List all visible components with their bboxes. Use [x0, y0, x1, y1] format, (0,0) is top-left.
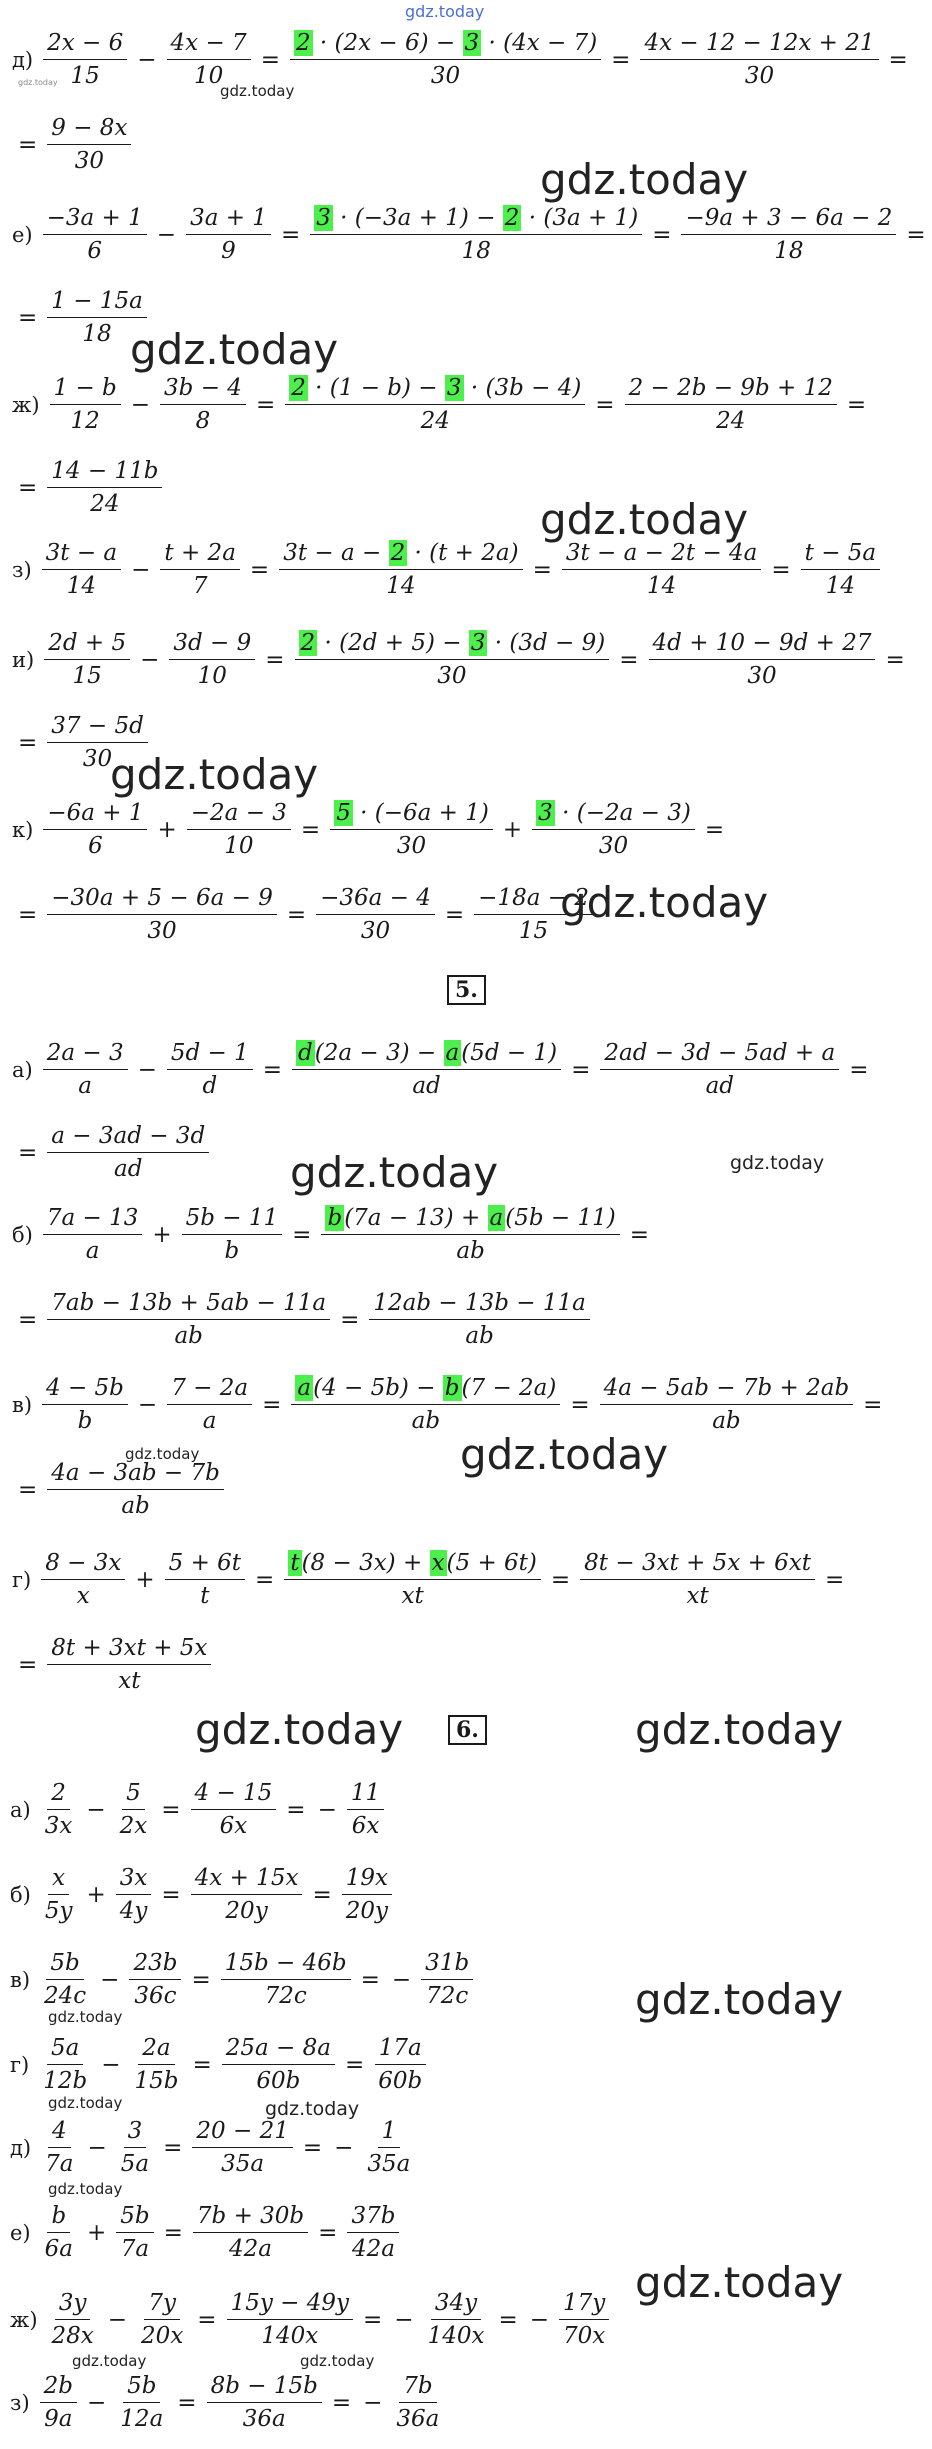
- fraction: $\frac{3b - 4}{8}$: [160, 375, 246, 434]
- highlight-multiplier: 5: [336, 800, 351, 826]
- highlight-multiplier: 2: [504, 205, 520, 231]
- label: д): [12, 47, 34, 72]
- label: в): [10, 1967, 31, 1992]
- problem-i-line2: = $\frac{37 - 5d}{30}$: [12, 713, 152, 772]
- watermark: gdz.today: [125, 1445, 200, 1463]
- label: в): [12, 1392, 33, 1417]
- fraction: $\frac{20 - 21}{35a}$: [192, 2118, 292, 2177]
- watermark: gdz.today: [130, 325, 339, 374]
- fraction: $\frac{4 - 5b}{b}$: [42, 1375, 128, 1434]
- fraction: $\frac{2x - 6}{15}$: [43, 30, 127, 89]
- fraction: $\frac{1}{35a}$: [367, 2118, 411, 2177]
- label: б): [12, 1222, 33, 1247]
- fraction: $\frac{5b}{24c}$: [44, 1950, 87, 2009]
- watermark: gdz.today: [635, 1705, 844, 1754]
- label: е): [10, 2220, 31, 2245]
- highlight-multiplier: 2: [295, 30, 311, 56]
- problem-zh-line2: = $\frac{14 - 11b}{24}$: [12, 458, 166, 517]
- fraction: $\frac{2 \cdot (1 - b) - 3 \cdot (3b - 4)}{24}$: [285, 375, 585, 434]
- fraction: $\frac{14 - 11b}{24}$: [47, 458, 162, 517]
- problem-5b-line2: = $\frac{7ab - 13b + 5ab - 11a}{ab}$ = $\frac{12ab - 13b - 11a}{ab}$: [12, 1290, 594, 1349]
- problem-e-line1: е) $\frac{-3a + 1}{6}$ − $\frac{3a + 1}{9}$ = $\frac{3 \cdot (-3a + 1) - 2 \cdot (3a + 1)}{18}$ = $\frac{-9a + 3 - 6a - 2}{18}$ =: [12, 205, 926, 264]
- fraction: $\frac{3t - a - 2 \cdot (t + 2a)}{14}$: [279, 540, 522, 599]
- highlight-multiplier: a: [489, 1205, 504, 1231]
- highlight-multiplier: 3: [464, 30, 480, 56]
- fraction: $\frac{4x + 15x}{20y}$: [191, 1865, 303, 1924]
- fraction: $\frac{15y - 49y}{140x}$: [227, 2290, 353, 2349]
- fraction: $\frac{-36a - 4}{30}$: [316, 885, 435, 944]
- fraction: $\frac{2a - 3}{a}$: [43, 1040, 128, 1099]
- fraction: $\frac{-30a + 5 - 6a - 9}{30}$: [47, 885, 277, 944]
- highlight-multiplier: 3: [316, 205, 331, 231]
- fraction: $\frac{a - 3ad - 3d}{ad}$: [47, 1123, 209, 1182]
- watermark: gdz.today: [18, 78, 58, 87]
- fraction: $\frac{7b + 30b}{42a}$: [193, 2203, 308, 2262]
- fraction: $\frac{4x - 12 - 12x + 21}{30}$: [640, 30, 878, 89]
- fraction: $\frac{3 \cdot (-3a + 1) - 2 \cdot (3a + 1)}{18}$: [310, 205, 642, 264]
- highlight-multiplier: a: [297, 1375, 312, 1401]
- fraction: $\frac{2 - 2b - 9b + 12}{24}$: [625, 375, 837, 434]
- fraction: $\frac{b(7a - 13) + a(5b - 11)}{ab}$: [321, 1205, 619, 1264]
- problem-d-line2: = $\frac{9 - 8x}{30}$: [12, 115, 135, 174]
- label: е): [12, 222, 33, 247]
- label: з): [12, 557, 32, 582]
- fraction: $\frac{x}{5y}$: [44, 1865, 73, 1924]
- watermark: gdz.today: [730, 1152, 825, 1174]
- fraction: $\frac{-3a + 1}{6}$: [43, 205, 147, 264]
- fraction: $\frac{a(4 - 5b) - b(7 - 2a)}{ab}$: [291, 1375, 560, 1434]
- fraction: $\frac{8b - 15b}{36a}$: [207, 2373, 322, 2432]
- fraction: $\frac{37 - 5d}{30}$: [47, 713, 148, 772]
- fraction: $\frac{-6a + 1}{6}$: [43, 800, 147, 859]
- problem-6d: д) $\frac{4}{7a}$ − $\frac{3}{5a}$ = $\frac{20 - 21}{35a}$ = − $\frac{1}{35a}$: [10, 2118, 418, 2177]
- problem-k-line1: к) $\frac{-6a + 1}{6}$ + $\frac{-2a - 3}{10}$ = $\frac{5 \cdot (-6a + 1)}{30}$ + $\frac{3 \cdot (-2a - 3)}{30}$ =: [12, 800, 725, 859]
- fraction: $\frac{1 - b}{12}$: [50, 375, 121, 434]
- fraction: $\frac{3 \cdot (-2a - 3)}{30}$: [532, 800, 695, 859]
- problem-6a: а) $\frac{2}{3x}$ − $\frac{5}{2x}$ = $\frac{4 - 15}{6x}$ = − $\frac{11}{6x}$: [10, 1780, 388, 1839]
- watermark: gdz.today: [48, 2180, 123, 2198]
- fraction: $\frac{-2a - 3}{10}$: [187, 800, 291, 859]
- fraction: $\frac{1 - 15a}{18}$: [47, 288, 147, 347]
- problem-6v: в) $\frac{5b}{24c}$ − $\frac{23b}{36c}$ = $\frac{15b - 46b}{72c}$ = − $\frac{31b}{72c}$: [10, 1950, 477, 2009]
- fraction: $\frac{4}{7a}$: [45, 2118, 74, 2177]
- fraction: $\frac{8 - 3x}{x}$: [41, 1550, 125, 1609]
- fraction: $\frac{19x}{20y}$: [342, 1865, 392, 1924]
- fraction: $\frac{3t - a - 2t - 4a}{14}$: [562, 540, 762, 599]
- problem-e-line2: = $\frac{1 - 15a}{18}$: [12, 288, 151, 347]
- fraction: $\frac{3d - 9}{10}$: [169, 630, 255, 689]
- label: ж): [12, 392, 40, 417]
- highlight-multiplier: 3: [470, 630, 486, 656]
- fraction: $\frac{4a - 5ab - 7b + 2ab}{ab}$: [600, 1375, 854, 1434]
- watermark: gdz.today: [540, 155, 749, 204]
- fraction: $\frac{34y}{140x}$: [427, 2290, 485, 2349]
- fraction: $\frac{8t - 3xt + 5x + 6xt}{xt}$: [580, 1550, 815, 1609]
- fraction: $\frac{7b}{36a}$: [396, 2373, 440, 2432]
- fraction: $\frac{5b - 11}{b}$: [182, 1205, 283, 1264]
- highlight-multiplier: 2: [300, 630, 316, 656]
- highlight-multiplier: b: [327, 1205, 343, 1231]
- problem-6e: е) $\frac{b}{6a}$ + $\frac{5b}{7a}$ = $\frac{7b + 30b}{42a}$ = $\frac{37b}{42a}$: [10, 2203, 403, 2262]
- fraction: $\frac{4d + 10 - 9d + 27}{30}$: [649, 630, 876, 689]
- problem-zh-line1: ж) $\frac{1 - b}{12}$ − $\frac{3b - 4}{8}$ = $\frac{2 \cdot (1 - b) - 3 \cdot (3b - 4)}{24}$ = $\frac{2 - 2b - 9b + 12}{24}$ =: [12, 375, 867, 434]
- fraction: $\frac{2a}{15b}$: [134, 2035, 179, 2094]
- problem-i-line1: и) $\frac{2d + 5}{15}$ − $\frac{3d - 9}{10}$ = $\frac{2 \cdot (2d + 5) - 3 \cdot (3d - 9)}{30}$ = $\frac{4d + 10 - 9d + 27}{30}$ =: [12, 630, 905, 689]
- fraction: $\frac{2d + 5}{15}$: [44, 630, 130, 689]
- watermark: gdz.today: [300, 2352, 375, 2370]
- label: б): [10, 1882, 31, 1907]
- fraction: $\frac{5a}{12b}$: [43, 2035, 88, 2094]
- label: к): [12, 817, 34, 842]
- problem-z-line1: з) $\frac{3t - a}{14}$ − $\frac{t + 2a}{7}$ = $\frac{3t - a - 2 \cdot (t + 2a)}{14}$ = $\frac{3t - a - 2t - 4a}{14}$ = $\frac{t - 5a}{14}$: [12, 540, 884, 599]
- watermark: gdz.today: [460, 1430, 669, 1479]
- fraction: $\frac{5 \cdot (-6a + 1)}{30}$: [330, 800, 493, 859]
- highlight-multiplier: d: [298, 1040, 313, 1066]
- fraction: $\frac{5b}{7a}$: [116, 2203, 153, 2262]
- fraction: $\frac{37b}{42a}$: [347, 2203, 399, 2262]
- watermark: gdz.today: [290, 1148, 499, 1197]
- section-number: 5.: [447, 975, 486, 1005]
- fraction: $\frac{5d - 1}{d}$: [167, 1040, 253, 1099]
- fraction: $\frac{15b - 46b}{72c}$: [221, 1950, 351, 2009]
- label: а): [12, 1057, 33, 1082]
- watermark: gdz.today: [48, 2094, 123, 2112]
- label: ж): [10, 2307, 38, 2332]
- fraction: $\frac{7y}{20x}$: [141, 2290, 184, 2349]
- top-watermark: gdz.today: [405, 2, 485, 21]
- problem-5a-line1: а) $\frac{2a - 3}{a}$ − $\frac{5d - 1}{d}$ = $\frac{d(2a - 3) - a(5d - 1)}{ad}$ = $\frac{2ad - 3d - 5ad + a}{ad}$ =: [12, 1040, 869, 1099]
- highlight-multiplier: 3: [538, 800, 553, 826]
- watermark: gdz.today: [48, 2008, 123, 2026]
- fraction: $\frac{d(2a - 3) - a(5d - 1)}{ad}$: [292, 1040, 561, 1099]
- watermark: gdz.today: [635, 1975, 844, 2024]
- highlight-multiplier: 2: [390, 540, 406, 566]
- label: г): [10, 2052, 30, 2077]
- problem-5v-line1: в) $\frac{4 - 5b}{b}$ − $\frac{7 - 2a}{a}$ = $\frac{a(4 - 5b) - b(7 - 2a)}{ab}$ = $\frac{4a - 5ab - 7b + 2ab}{ab}$ =: [12, 1375, 883, 1434]
- highlight-multiplier: 2: [291, 375, 306, 401]
- watermark: gdz.today: [195, 1705, 404, 1754]
- fraction: $\frac{31b}{72c}$: [421, 1950, 473, 2009]
- label: г): [12, 1567, 32, 1592]
- fraction: $\frac{5b}{12a}$: [120, 2373, 164, 2432]
- fraction: $\frac{t(8 - 3x) + x(5 + 6t)}{xt}$: [284, 1550, 541, 1609]
- problem-6g: г) $\frac{5a}{12b}$ − $\frac{2a}{15b}$ = $\frac{25a - 8a}{60b}$ = $\frac{17a}{60b}$: [10, 2035, 430, 2094]
- fraction: $\frac{7ab - 13b + 5ab - 11a}{ab}$: [47, 1290, 330, 1349]
- fraction: $\frac{2 \cdot (2d + 5) - 3 \cdot (3d - 9)}{30}$: [295, 630, 610, 689]
- label: д): [10, 2135, 32, 2160]
- highlight-multiplier: 3: [446, 375, 462, 401]
- problem-6z: з) $\frac{2b}{9a}$ − $\frac{5b}{12a}$ = $\frac{8b - 15b}{36a}$ = − $\frac{7b}{36a}$: [10, 2373, 447, 2432]
- watermark: gdz.today: [635, 2258, 844, 2307]
- problem-5a-line2: = $\frac{a - 3ad - 3d}{ad}$: [12, 1123, 213, 1182]
- fraction: $\frac{2}{3x}$: [44, 1780, 73, 1839]
- problem-5g-line1: г) $\frac{8 - 3x}{x}$ + $\frac{5 + 6t}{t}$ = $\frac{t(8 - 3x) + x(5 + 6t)}{xt}$ = $\frac{8t - 3xt + 5x + 6xt}{xt}$ =: [12, 1550, 845, 1609]
- highlight-multiplier: b: [444, 1375, 460, 1401]
- fraction: $\frac{4 - 15}{6x}$: [191, 1780, 277, 1839]
- problem-5b-line1: б) $\frac{7a - 13}{a}$ + $\frac{5b - 11}{b}$ = $\frac{b(7a - 13) + a(5b - 11)}{ab}$ =: [12, 1205, 650, 1264]
- fraction: $\frac{-9a + 3 - 6a - 2}{18}$: [681, 205, 896, 264]
- watermark: gdz.today: [540, 495, 749, 544]
- problem-5g-line2: = $\frac{8t + 3xt + 5x}{xt}$: [12, 1635, 215, 1694]
- fraction: $\frac{7a - 13}{a}$: [43, 1205, 143, 1264]
- watermark: gdz.today: [220, 82, 295, 100]
- fraction: $\frac{t + 2a}{7}$: [160, 540, 239, 599]
- fraction: $\frac{5}{2x}$: [119, 1780, 148, 1839]
- watermark: gdz.today: [110, 750, 319, 799]
- highlight-multiplier: x: [431, 1550, 445, 1576]
- fraction: $\frac{3t - a}{14}$: [42, 540, 121, 599]
- highlight-multiplier: a: [445, 1040, 460, 1066]
- fraction: $\frac{3a + 1}{9}$: [186, 205, 271, 264]
- fraction: $\frac{25a - 8a}{60b}$: [222, 2035, 335, 2094]
- fraction: $\frac{7 - 2a}{a}$: [167, 1375, 252, 1434]
- fraction: $\frac{2 \cdot (2x - 6) - 3 \cdot (4x - 7)}{30}$: [290, 30, 601, 89]
- watermark: gdz.today: [265, 2098, 360, 2120]
- watermark: gdz.today: [72, 2352, 147, 2370]
- problem-k-line2: = $\frac{-30a + 5 - 6a - 9}{30}$ = $\frac{-36a - 4}{30}$ = $\frac{-18a - 2}{15}$: [12, 885, 597, 944]
- fraction: $\frac{9 - 8x}{30}$: [47, 115, 131, 174]
- fraction: $\frac{4a - 3ab - 7b}{ab}$: [47, 1460, 224, 1519]
- watermark: gdz.today: [560, 878, 769, 927]
- label: а): [10, 1797, 31, 1822]
- problem-d-line1: д) $\frac{2x - 6}{15}$ − $\frac{4x - 7}{10}$ = $\frac{2 \cdot (2x - 6) - 3 \cdot (4x - 7)}{30}$ = $\frac{4x - 12 - 12x + 21}{30}$ =: [12, 30, 908, 89]
- fraction: $\frac{3y}{28x}$: [51, 2290, 94, 2349]
- fraction: $\frac{3x}{4y}$: [116, 1865, 152, 1924]
- fraction: $\frac{3}{5a}$: [120, 2118, 150, 2177]
- problem-6b: б) $\frac{x}{5y}$ + $\frac{3x}{4y}$ = $\frac{4x + 15x}{20y}$ = $\frac{19x}{20y}$: [10, 1865, 396, 1924]
- fraction: $\frac{5 + 6t}{t}$: [165, 1550, 245, 1609]
- fraction: $\frac{4x - 7}{10}$: [167, 30, 251, 89]
- label: з): [10, 2390, 30, 2415]
- fraction: $\frac{2b}{9a}$: [40, 2373, 77, 2432]
- problem-6zh: ж) $\frac{3y}{28x}$ − $\frac{7y}{20x}$ = $\frac{15y - 49y}{140x}$ = − $\frac{34y}{140x}$ = − $\frac{17y}{70x}$: [10, 2290, 613, 2349]
- fraction: $\frac{-18a - 2}{15}$: [474, 885, 593, 944]
- section-number: 6.: [448, 1715, 487, 1745]
- highlight-multiplier: t: [290, 1550, 300, 1576]
- fraction: $\frac{8t + 3xt + 5x}{xt}$: [47, 1635, 211, 1694]
- fraction: $\frac{17y}{70x}$: [559, 2290, 609, 2349]
- fraction: $\frac{12ab - 13b - 11a}{ab}$: [369, 1290, 589, 1349]
- fraction: $\frac{2ad - 3d - 5ad + a}{ad}$: [600, 1040, 839, 1099]
- fraction: $\frac{b}{6a}$: [44, 2203, 73, 2262]
- fraction: $\frac{23b}{36c}$: [129, 1950, 181, 2009]
- fraction: $\frac{t - 5a}{14}$: [801, 540, 880, 599]
- fraction: $\frac{17a}{60b}$: [374, 2035, 426, 2094]
- label: и): [12, 647, 35, 672]
- problem-5v-line2: = $\frac{4a - 3ab - 7b}{ab}$: [12, 1460, 228, 1519]
- fraction: $\frac{11}{6x}$: [347, 1780, 384, 1839]
